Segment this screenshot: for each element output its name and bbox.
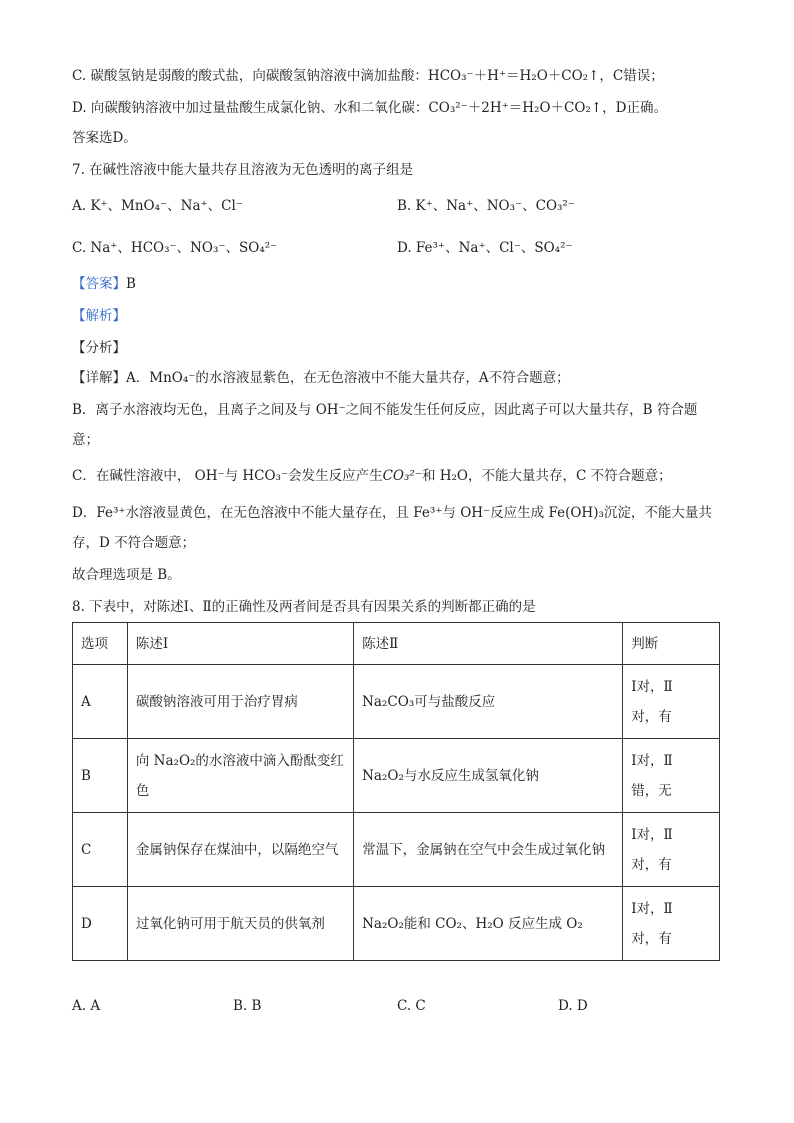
answer-tag: 【答案】 <box>72 276 126 292</box>
table-row <box>73 813 720 887</box>
header-statement-1: 陈述Ⅰ <box>127 623 353 665</box>
row-statement-2: Na₂CO₃可与盐酸反应 <box>354 665 623 739</box>
row-statement-2: Na₂O₂能和 CO₂、H₂O 反应生成 O₂ <box>354 887 623 961</box>
row-option: D <box>73 887 128 961</box>
line-d-prev: D. 向碳酸钠溶液中加过量盐酸生成氯化钠、水和二氧化碳：CO₃²⁻＋2H⁺＝H₂O＋CO₂↑，D正确。 <box>72 100 667 116</box>
q7-option-c: C. Na⁺、HCO₃⁻、NO₃⁻、SO₄²⁻ <box>72 240 278 256</box>
conclusion: 故合理选项是 B。 <box>72 567 181 583</box>
row-statement-1: 过氧化钠可用于航天员的供氧剂 <box>127 887 353 961</box>
row-statement-1: 碳酸钠溶液可用于治疗胃病 <box>127 665 353 739</box>
question-7: 7. 在碱性溶液中能大量共存且溶液为无色透明的离子组是 <box>72 162 414 178</box>
row-judgment <box>623 887 720 961</box>
table-row <box>73 665 720 739</box>
judgment-line-2: 对，有 <box>631 856 672 873</box>
fenxi-tag: 【分析】 <box>72 340 126 356</box>
header-statement-2: 陈述Ⅱ <box>354 623 623 665</box>
detail-c <box>72 466 672 486</box>
q8-option-a: A. A <box>72 998 101 1014</box>
header-option: 选项 <box>73 623 128 665</box>
row-option: A <box>73 665 128 739</box>
judgment-line-1: Ⅰ对，Ⅱ <box>631 678 673 695</box>
detail-c-post: 和 H₂O，不能大量共存，C 不符合题意； <box>421 468 672 484</box>
detail-d1: D．Fe³⁺水溶液显黄色，在无色溶液中不能大量存在，且 Fe³⁺与 OH⁻反应生成 Fe(OH)₃沉淀，不能大量共 <box>72 505 712 521</box>
analysis-tag: 【解析】 <box>72 308 126 324</box>
q8-option-d: D. D <box>558 998 588 1014</box>
row-judgment <box>623 739 720 813</box>
statement-1-line-1: 向 Na₂O₂的水溶液中滴入酚酞变红 <box>135 752 344 769</box>
judgment-line-1: Ⅰ对，Ⅱ <box>631 900 673 917</box>
judgment-line-1: Ⅰ对，Ⅱ <box>631 826 673 843</box>
question-8: 8. 下表中，对陈述Ⅰ、Ⅱ的正确性及两者间是否具有因果关系的判断都正确的是 <box>72 599 536 615</box>
table-header-row <box>73 623 720 665</box>
detail-a <box>72 368 570 388</box>
judgment-line-2: 对，有 <box>631 930 672 947</box>
row-statement-1 <box>127 739 353 813</box>
row-statement-2: Na₂O₂与水反应生成氢氧化钠 <box>354 739 623 813</box>
judgment-line-2: 错，无 <box>631 782 672 799</box>
detail-c-co3: CO₃²⁻ <box>382 468 422 484</box>
line-answer-prev: 答案选D。 <box>72 130 137 146</box>
detail-tag: 【详解】 <box>72 370 126 386</box>
row-statement-2: 常温下，金属钠在空气中会生成过氧化钠 <box>354 813 623 887</box>
row-option: C <box>73 813 128 887</box>
row-judgment <box>623 813 720 887</box>
detail-a-text: A．MnO₄⁻的水溶液显紫色，在无色溶液中不能大量共存，A不符合题意； <box>126 370 570 386</box>
detail-d2: 存，D 不符合题意； <box>72 535 196 551</box>
q7-option-b: B. K⁺、Na⁺、NO₃⁻、CO₃²⁻ <box>397 198 575 214</box>
answer-value: B <box>126 276 136 292</box>
q7-option-a: A. K⁺、MnO₄⁻、Na⁺、Cl⁻ <box>72 198 243 214</box>
row-statement-1: 金属钠保存在煤油中，以隔绝空气 <box>127 813 353 887</box>
statement-1-line-2: 色 <box>135 782 150 799</box>
q7-option-d: D. Fe³⁺、Na⁺、Cl⁻、SO₄²⁻ <box>397 240 573 256</box>
row-option: B <box>73 739 128 813</box>
detail-b2: 意； <box>72 432 99 448</box>
detail-c-pre: C．在碱性溶液中， OH⁻与 HCO₃⁻会发生反应产生 <box>72 468 383 484</box>
q8-table <box>72 622 720 961</box>
table-row <box>73 887 720 961</box>
judgment-line-2: 对，有 <box>631 708 672 725</box>
row-judgment <box>623 665 720 739</box>
detail-b1: B．离子水溶液均无色，且离子之间及与 OH⁻之间不能发生任何反应，因此离子可以大量共存，B 符合题 <box>72 402 698 418</box>
q8-option-c: C. C <box>397 998 426 1014</box>
judgment-line-1: Ⅰ对，Ⅱ <box>631 752 673 769</box>
table-row <box>73 739 720 813</box>
header-judgment: 判断 <box>623 623 720 665</box>
line-c-prev: C. 碳酸氢钠是弱酸的酸式盐，向碳酸氢钠溶液中滴加盐酸：HCO₃⁻＋H⁺＝H₂O＋CO₂↑，C错误； <box>72 68 664 84</box>
q8-option-b: B. B <box>233 998 262 1014</box>
answer-line <box>72 274 136 294</box>
